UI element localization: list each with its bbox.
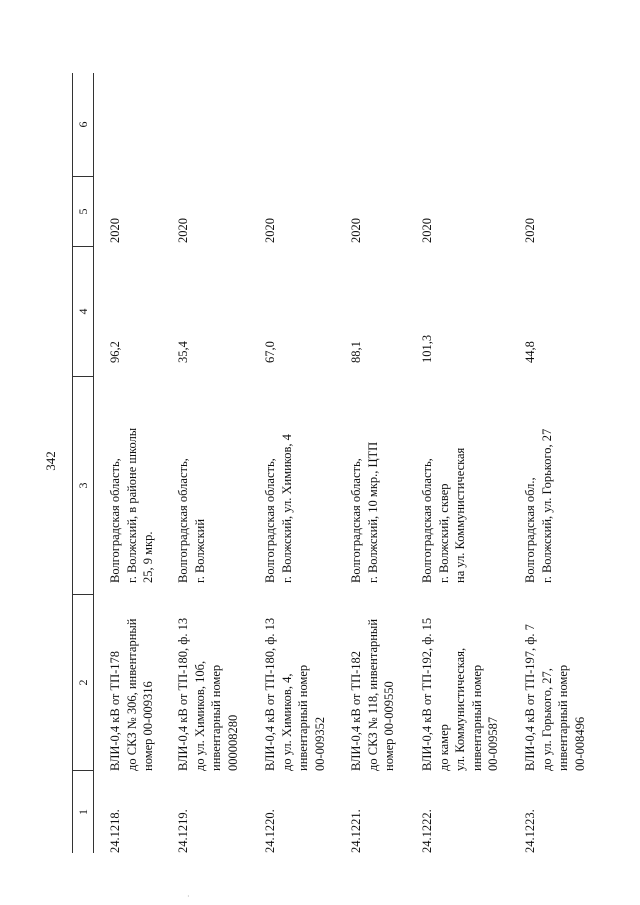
header-col-6: 6 [73, 73, 93, 177]
object-year: 2020 [420, 218, 434, 243]
object-name: ВЛИ-0,4 кВ от ТП-192, ф. 15 до камер ул. Коммунистическая, инвентарный номер 00-009587 [420, 617, 500, 771]
object-year: 2020 [263, 218, 277, 243]
object-name: ВЛИ-0,4 кВ от ТП-197, ф. 7 до ул. Горького, 27, инвентарный номер 00-008496 [523, 624, 587, 771]
row-number: 24.1222. [420, 809, 434, 853]
object-year: 2020 [176, 218, 190, 243]
object-length: 67,0 [263, 341, 277, 363]
row-number: 24.1218. [108, 809, 122, 853]
object-address: Волгоградская область, г. Волжский, ул. Химиков, 4 [263, 434, 294, 583]
object-address: Волгоградская область, г. Волжский, в районе школы 25, 9 мкр. [108, 427, 155, 583]
object-name: ВЛИ-0,4 кВ от ТП-182 до СКЗ № 118, инвентарный номер 00-009550 [349, 618, 396, 771]
table-header [72, 73, 94, 853]
object-length: 101,3 [420, 334, 434, 363]
registry-table [72, 73, 620, 853]
object-length: 88,1 [349, 341, 363, 363]
object-year: 2020 [523, 218, 537, 243]
page-number: 342 [43, 451, 58, 471]
header-col-2: 2 [73, 595, 93, 771]
object-length: 96,2 [108, 341, 122, 363]
object-year: 2020 [349, 218, 363, 243]
object-length: 44,8 [523, 341, 537, 363]
object-address: Волгоградская область, г. Волжский [176, 458, 207, 583]
object-address: Волгоградская область, г. Волжский, 10 мкр., ЦТП [349, 441, 380, 583]
object-name: ВЛИ-0,4 кВ от ТП-180, ф. 13 до ул. Химиков, 4, инвентарный номер 00-009352 [263, 617, 327, 771]
object-name: ВЛИ-0,4 кВ от ТП-178 до СКЗ № 306, инвентарный номер 00-009316 [108, 618, 155, 771]
row-number: 24.1220. [263, 809, 277, 853]
scan-speck: · [187, 892, 190, 901]
header-col-4: 4 [73, 247, 93, 377]
header-col-1: 1 [76, 809, 90, 815]
row-number: 24.1221. [349, 809, 363, 853]
row-number: 24.1223. [523, 809, 537, 853]
object-name: ВЛИ-0,4 кВ от ТП-180, ф. 13 до ул. Химиков, 10б, инвентарный номер 000008280 [176, 617, 240, 771]
object-address: Волгоградская обл., г. Волжский, ул. Горького, 27 [523, 428, 554, 583]
object-length: 35,4 [176, 341, 190, 363]
row-number: 24.1219. [176, 809, 190, 853]
header-col-3: 3 [73, 377, 93, 595]
object-address: Волгоградская область, г. Волжский, сквер на ул. Коммунистическая [420, 447, 467, 583]
header-col-5: 5 [73, 177, 93, 247]
object-year: 2020 [108, 218, 122, 243]
